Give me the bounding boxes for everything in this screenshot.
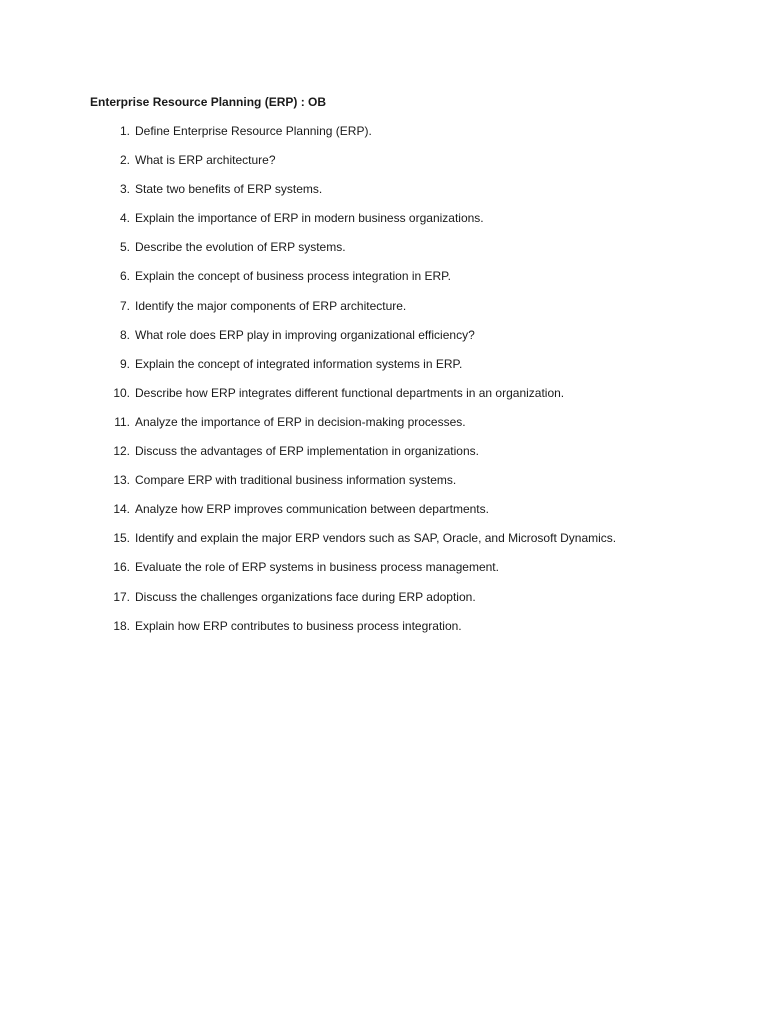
question-number: 2. (119, 153, 130, 168)
question-number: 16. (113, 560, 130, 575)
question-text: Explain the importance of ERP in modern business organizations. (135, 211, 484, 226)
question-text: Identify the major components of ERP architecture. (135, 298, 407, 313)
question-number: 5. (119, 240, 130, 255)
question-text: Evaluate the role of ERP systems in business process management. (135, 560, 499, 575)
document-title: Enterprise Resource Planning (ERP) : OB (90, 95, 327, 109)
question-number: 9. (119, 356, 130, 371)
question-number: 3. (119, 182, 130, 197)
question-text: What is ERP architecture? (135, 153, 276, 168)
question-text: Analyze the importance of ERP in decision-making processes. (135, 414, 466, 429)
question-text: Describe how ERP integrates different functional departments in an organization. (135, 385, 565, 400)
question-text: Explain the concept of integrated information systems in ERP. (135, 356, 463, 371)
question-number: 6. (119, 269, 130, 284)
question-text: Identify and explain the major ERP vendors such as SAP, Oracle, and Microsoft Dynamics. (135, 531, 617, 546)
question-text: Define Enterprise Resource Planning (ERP). (135, 124, 372, 138)
question-text: What role does ERP play in improving organizational efficiency? (135, 327, 475, 342)
question-text: Describe the evolution of ERP systems. (135, 240, 346, 255)
question-number: 8. (119, 327, 130, 342)
question-number: 13. (113, 473, 130, 488)
question-number: 12. (113, 444, 130, 459)
question-text: Discuss the challenges organizations face during ERP adoption. (135, 589, 476, 604)
question-number: 1. (119, 124, 130, 138)
question-text: Explain the concept of business process integration in ERP. (135, 269, 451, 284)
question-number: 7. (119, 298, 130, 313)
question-number: 4. (119, 211, 130, 226)
question-text: State two benefits of ERP systems. (135, 182, 323, 197)
question-text: Discuss the advantages of ERP implementation in organizations. (135, 444, 479, 459)
question-number: 11. (114, 414, 130, 429)
question-text: Compare ERP with traditional business information systems. (135, 473, 457, 488)
question-text: Analyze how ERP improves communication between departments. (135, 502, 489, 517)
question-number: 17. (113, 589, 130, 604)
question-number: 18. (113, 618, 130, 633)
question-number: 14. (113, 502, 130, 517)
question-number: 15. (113, 531, 130, 546)
question-text: Explain how ERP contributes to business process integration. (135, 618, 462, 633)
question-number: 10. (113, 385, 130, 400)
